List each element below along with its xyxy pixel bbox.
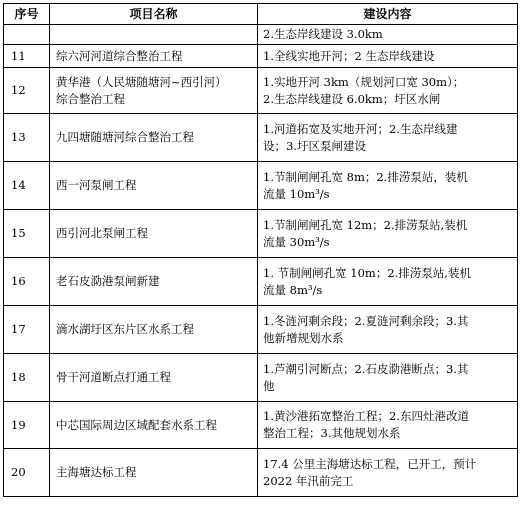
row-content: 1.芦潮引河断点；2.石皮泐港断点；3.其 他 — [258, 354, 518, 402]
table-row — [4, 25, 518, 45]
row-content: 1. 节制闸闸孔宽 10m；2.排涝泵站,装机 流量 8m³/s — [258, 258, 518, 306]
table-row — [4, 449, 518, 497]
row-seq: 19 — [4, 402, 50, 449]
table-row — [4, 68, 518, 114]
row-name: 西引河北泵闸工程 — [50, 210, 258, 258]
row-content: 1.黄沙港拓宽整治工程；2.东四灶港改道 整治工程；3.其他规划水系 — [258, 402, 518, 449]
row-seq: 16 — [4, 258, 50, 306]
row-name: 滴水湖圩区东片区水系工程 — [50, 306, 258, 354]
table-row — [4, 210, 518, 258]
row-name: 综六河河道综合整治工程 — [50, 45, 258, 68]
table-header-row — [4, 4, 518, 25]
row-content: 1.实地开河 3km（规划河口宽 30m）； 2.生态岸线建设 6.0km；圩区水闸 — [258, 68, 518, 114]
table-row — [4, 306, 518, 354]
row-seq: 12 — [4, 68, 50, 114]
row-seq: 13 — [4, 114, 50, 162]
table-row — [4, 402, 518, 449]
row-content: 1.河道拓宽及实地开河；2.生态岸线建 设；3.圩区泵闸建设 — [258, 114, 518, 162]
header-content: 建设内容 — [258, 4, 518, 25]
row-name: 九四塘随塘河综合整治工程 — [50, 114, 258, 162]
row-name: 西一河泵闸工程 — [50, 162, 258, 210]
row-seq: 15 — [4, 210, 50, 258]
table-row — [4, 45, 518, 68]
table-row — [4, 258, 518, 306]
table-row — [4, 354, 518, 402]
row-content: 1.节制闸闸孔宽 8m；2.排涝泵站，装机 流量 10m³/s — [258, 162, 518, 210]
row-name: 黄华港（人民塘随塘河~西引河） 综合整治工程 — [50, 68, 258, 114]
header-name: 项目名称 — [50, 4, 258, 25]
table-row — [4, 162, 518, 210]
row-name: 主海塘达标工程 — [50, 449, 258, 497]
row-content: 1.冬涟河剩余段；2.夏涟河剩余段；3.其 他新增规划水系 — [258, 306, 518, 354]
row-name: 骨干河道断点打通工程 — [50, 354, 258, 402]
row-seq: 20 — [4, 449, 50, 497]
row-name — [50, 25, 258, 45]
row-name: 老石皮泐港泵闸新建 — [50, 258, 258, 306]
row-content: 17.4 公里主海塘达标工程，已开工，预计 2022 年汛前完工 — [258, 449, 518, 497]
row-seq: 18 — [4, 354, 50, 402]
table-row — [4, 114, 518, 162]
row-content: 1.节制闸闸孔宽 12m；2.排涝泵站,装机 流量 30m³/s — [258, 210, 518, 258]
row-seq — [4, 25, 50, 45]
row-content: 1.全线实地开河；2 生态岸线建设 — [258, 45, 518, 68]
header-seq: 序号 — [4, 4, 50, 25]
row-content: 2.生态岸线建设 3.0km — [258, 25, 518, 45]
row-seq: 17 — [4, 306, 50, 354]
row-seq: 11 — [4, 45, 50, 68]
project-table — [3, 3, 518, 497]
row-seq: 14 — [4, 162, 50, 210]
row-name: 中芯国际周边区域配套水系工程 — [50, 402, 258, 449]
